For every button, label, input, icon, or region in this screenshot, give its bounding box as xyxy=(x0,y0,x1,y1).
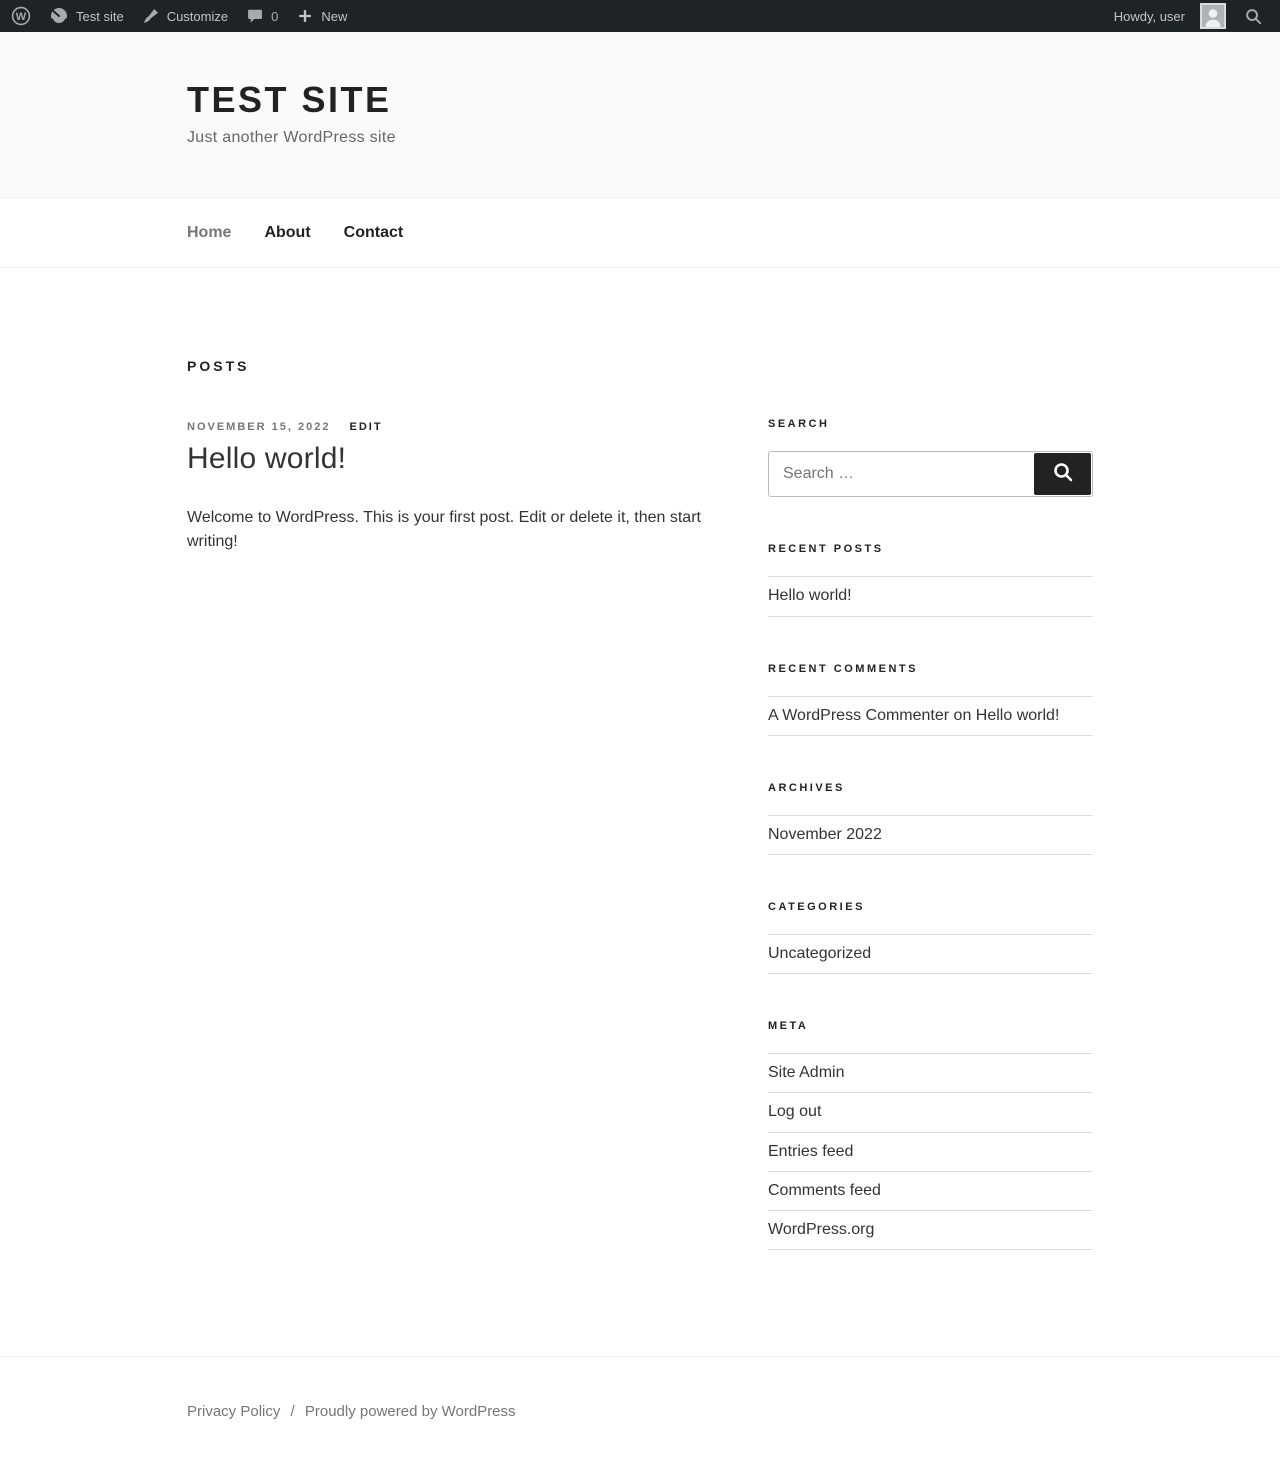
site-title-link[interactable]: TEST SITE xyxy=(187,79,392,120)
list-item xyxy=(768,1211,1093,1250)
list-item xyxy=(768,1054,1093,1093)
categories-title: CATEGORIES xyxy=(768,900,865,913)
entries-feed-link[interactable]: Entries feed xyxy=(768,1142,854,1160)
my-account-menu[interactable] xyxy=(1105,0,1235,32)
search-submit-button[interactable] xyxy=(1034,453,1091,495)
list-item xyxy=(768,577,1093,616)
content-area xyxy=(187,268,1093,1356)
customize-label: Customize xyxy=(166,8,229,24)
list-item xyxy=(768,1172,1093,1211)
wp-logo-menu[interactable] xyxy=(2,0,40,32)
wordpress-logo-icon xyxy=(11,6,31,26)
admin-bar-right xyxy=(1105,0,1272,32)
comment-bubble-icon xyxy=(246,7,264,25)
list-item xyxy=(768,816,1093,855)
comment-author-link[interactable]: A WordPress Commenter xyxy=(768,706,950,724)
recent-comments-list xyxy=(768,696,1093,736)
primary-navigation xyxy=(0,197,1280,268)
footer-separator: / xyxy=(290,1403,295,1421)
nav-link-about[interactable]: About xyxy=(264,224,311,242)
list-item xyxy=(768,1093,1093,1132)
recent-posts-widget xyxy=(768,543,1093,616)
entry-meta xyxy=(187,421,712,433)
recent-comments-title: RECENT COMMENTS xyxy=(768,662,918,675)
post-title xyxy=(187,440,712,478)
plus-icon xyxy=(296,7,314,25)
comments-feed-link[interactable]: Comments feed xyxy=(768,1181,881,1199)
post-body: Welcome to WordPress. This is your first post. Edit or delete it, then start writing! xyxy=(187,508,701,550)
site-menu[interactable] xyxy=(40,0,133,32)
admin-bar-left xyxy=(2,0,356,32)
post-title-link[interactable]: Hello world! xyxy=(187,442,347,476)
dashboard-gauge-icon xyxy=(49,6,69,26)
recent-posts-list xyxy=(768,576,1093,616)
posts-column xyxy=(187,358,712,554)
nav-link-contact[interactable]: Contact xyxy=(343,224,404,242)
recent-post-link[interactable]: Hello world! xyxy=(768,587,852,605)
post-date[interactable]: NOVEMBER 15, 2022 xyxy=(187,421,331,434)
list-item xyxy=(768,935,1093,974)
archives-widget xyxy=(768,782,1093,855)
svg-text:W: W xyxy=(15,11,27,23)
comments-count: 0 xyxy=(271,8,279,24)
log-out-link[interactable]: Log out xyxy=(768,1103,822,1121)
search-button-icon xyxy=(1051,461,1075,488)
site-title xyxy=(187,78,1093,121)
adminbar-search-toggle[interactable] xyxy=(1235,0,1272,32)
commented-post-link[interactable]: Hello world! xyxy=(975,706,1060,724)
archives-title: ARCHIVES xyxy=(768,781,845,794)
site-tagline: Just another WordPress site xyxy=(187,129,396,147)
categories-widget xyxy=(768,901,1093,974)
privacy-policy-link[interactable]: Privacy Policy xyxy=(187,1403,281,1421)
archives-list xyxy=(768,815,1093,855)
search-icon xyxy=(1244,7,1263,26)
comments-link[interactable] xyxy=(237,0,287,32)
customize-link[interactable] xyxy=(133,0,237,32)
recent-comments-widget xyxy=(768,663,1093,736)
new-content-menu[interactable] xyxy=(287,0,356,32)
post-article xyxy=(187,421,712,554)
nav-link-home[interactable]: Home xyxy=(187,224,232,242)
comment-connector: on xyxy=(953,706,972,724)
meta-list xyxy=(768,1053,1093,1250)
site-menu-label: Test site xyxy=(76,8,124,24)
wordpress-org-link[interactable]: WordPress.org xyxy=(768,1220,875,1238)
page-title: POSTS xyxy=(187,358,250,375)
meta-widget xyxy=(768,1020,1093,1250)
site-header xyxy=(0,32,1280,197)
nav-item-contact xyxy=(344,223,404,242)
sidebar xyxy=(768,418,1093,1296)
howdy-label: Howdy, user xyxy=(1113,8,1185,24)
site-admin-link[interactable]: Site Admin xyxy=(768,1064,845,1082)
category-link[interactable]: Uncategorized xyxy=(768,944,872,962)
powered-by-link[interactable]: Proudly powered by WordPress xyxy=(304,1403,516,1421)
nav-menu xyxy=(187,198,1093,267)
nav-item-about xyxy=(264,223,310,242)
edit-post-link[interactable]: EDIT xyxy=(349,421,383,434)
new-label: New xyxy=(321,8,348,24)
admin-bar xyxy=(0,0,1280,32)
nav-item-home xyxy=(187,223,231,242)
site-footer xyxy=(0,1356,1280,1457)
list-item xyxy=(768,1133,1093,1172)
recent-posts-title: RECENT POSTS xyxy=(768,543,884,556)
avatar xyxy=(1200,3,1226,29)
search-widget-title: SEARCH xyxy=(768,418,830,431)
categories-list xyxy=(768,934,1093,974)
paintbrush-icon xyxy=(142,7,160,25)
search-form xyxy=(768,451,1093,497)
search-widget xyxy=(768,418,1093,497)
list-item xyxy=(768,697,1093,736)
meta-title: META xyxy=(768,1020,809,1033)
archive-link[interactable]: November 2022 xyxy=(768,825,882,843)
